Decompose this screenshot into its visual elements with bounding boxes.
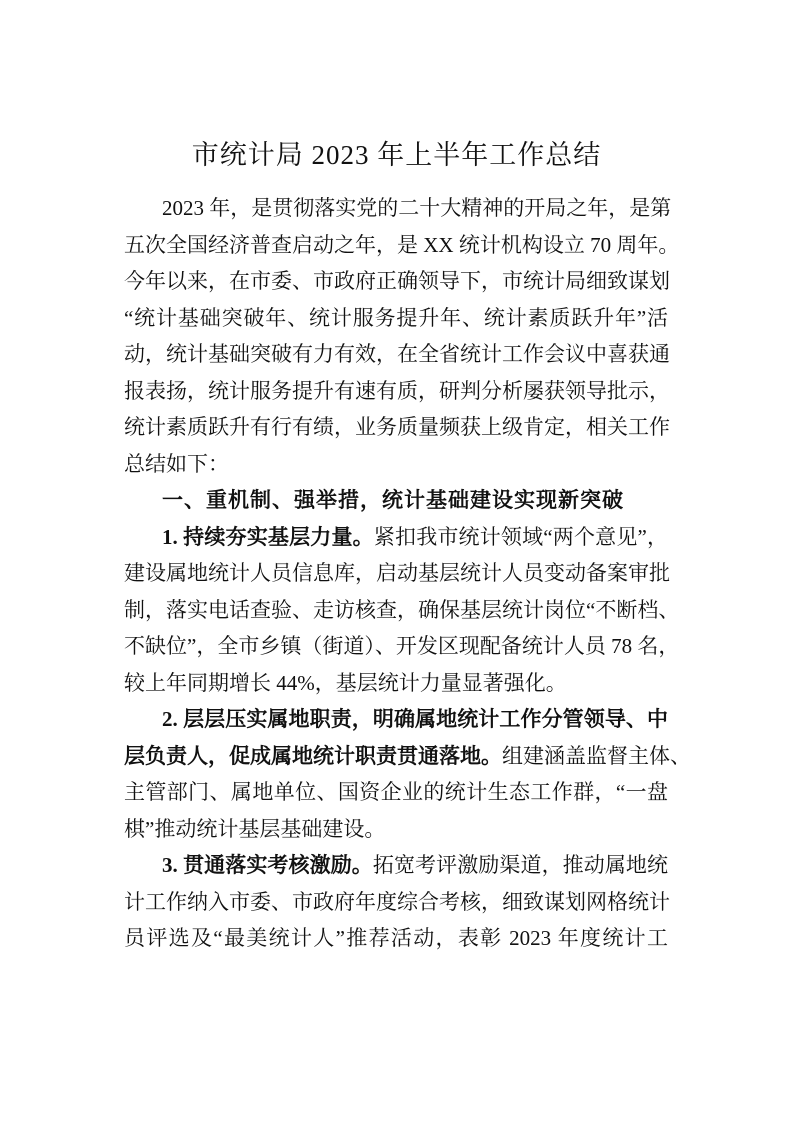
text-line: 棋”推动统计基层基础建设。 [124,816,386,841]
text-line: 统计素质跃升有行有绩，业务质量频获上级肯定，相关工作 [124,415,670,439]
text-line [124,519,668,556]
item-3-paragraph [124,847,668,957]
document-title: 市统计局 2023 年上半年工作总结 [191,140,602,170]
text-line: 总结如下： [124,451,229,476]
text-span: 紧扣我市统计领域“两个意见”， [373,524,669,549]
item-3-heading: 3. 贯通落实考核激励。 [162,853,373,877]
text-line: 较上年同期增长 44%，基层统计力量显著强化。 [124,670,567,695]
text-span: 组建涵盖监督主体、 [502,743,691,768]
text-line: 今年以来，在市委、市政府正确领导下，市统计局细致谋划 [124,269,670,293]
text-line: 建设属地统计人员信息库，启动基层统计人员变动备案审批 [124,561,670,585]
text-line [124,738,691,775]
text-span: 拓宽考评激励渠道，推动属地统 [372,853,669,877]
text-line: 2023 年，是贯彻落实党的二十大精神的开局之年，是第 [162,196,672,220]
text-line: 制，落实电话查验、走访核查，确保基层统计岗位“不断档、 [124,597,680,622]
text-line: 报表扬，统计服务提升有速有质，研判分析屡获领导批示， [124,378,670,403]
item-1-heading: 1. 持续夯实基层力量。 [162,524,374,549]
text-line: 主管部门、属地单位、国资企业的统计生态工作群，“一盘 [124,780,668,804]
text-line: 员评选及“最美统计人”推荐活动，表彰 2023 年度统计工 [124,926,668,950]
text-line: 计工作纳入市委、市政府年度综合考核，细致谋划网格统计 [124,889,670,914]
document-body [124,190,691,957]
item-2-heading-cont: 层负责人，促成属地统计职责贯通落地。 [124,743,502,768]
item-2-paragraph [124,701,691,847]
text-line [124,847,668,884]
text-line: 动，统计基础突破有力有效，在全省统计工作会议中喜获通 [124,342,670,366]
section-heading: 一、重机制、强举措，统计基础建设实现新突破 [162,488,624,512]
item-2-heading: 2. 层层压实属地职责，明确属地统计工作分管领导、中 [162,707,668,731]
text-line: 五次全国经济普查启动之年，是 XX 统计机构设立 70 周年。 [124,232,680,257]
text-line: 不缺位”，全市乡镇（街道）、开发区现配备统计人员 78 名， [124,634,680,658]
text-line: “统计基础突破年、统计服务提升年、统计素质跃升年”活 [124,305,668,330]
intro-paragraph [124,190,680,482]
text-line [124,701,668,738]
item-1-paragraph [124,519,680,702]
